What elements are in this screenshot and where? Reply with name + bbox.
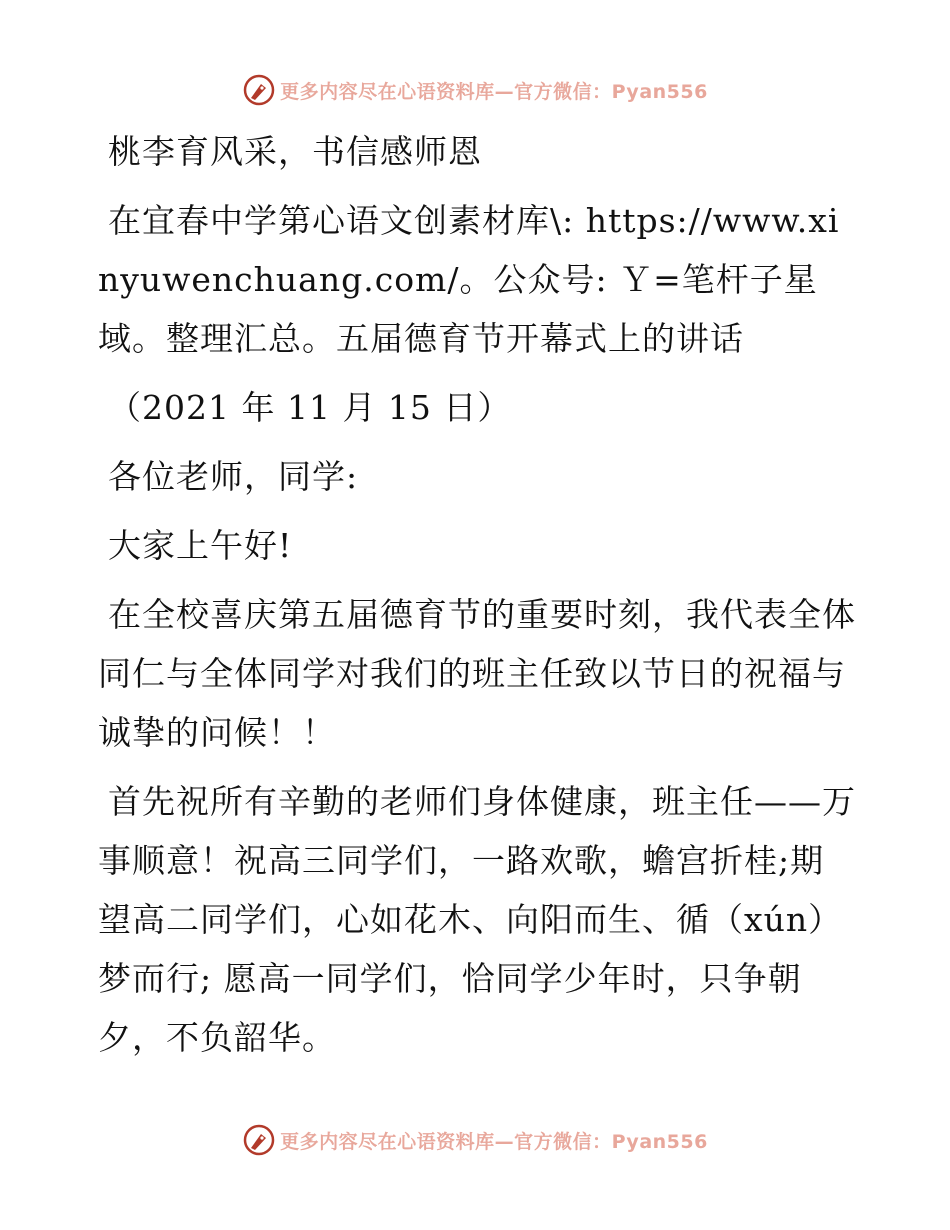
body-paragraph-2: 首先祝所有辛勤的老师们身体健康，班主任——万事顺意！祝高三同学们，一路欢歌，蟾宫折桂;期望高二同学们，心如花木、向阳而生、循（xún）梦而行; 愿高一同学们，恰同学少年时，只争朝夕，不负韶华。	[98, 782, 856, 1057]
pen-nib-circle-icon	[242, 1123, 276, 1157]
body-paragraph-1: 在全校喜庆第五届德育节的重要时刻，我代表全体同仁与全体同学对我们的班主任致以节日的祝福与诚挚的问候！！	[98, 595, 856, 752]
source-line: 在宜春中学第心语文创素材库\: https://www.xinyuwenchuang.com/。公众号: Ｙ=笔杆子星域。整理汇总。五届德育节开幕式上的讲话	[98, 201, 840, 358]
watermark-text: 更多内容尽在心语资料库—官方微信：Pyan556	[280, 1130, 708, 1153]
document-body	[98, 122, 858, 1077]
pen-nib-circle-icon	[242, 73, 276, 107]
document-title: 桃李育风采，书信感师恩	[108, 132, 482, 171]
header-watermark	[0, 70, 950, 110]
footer-watermark	[0, 1120, 950, 1160]
speech-date: （2021 年 11 月 15 日）	[108, 388, 512, 427]
salutation: 各位老师，同学:	[108, 457, 359, 496]
watermark-text: 更多内容尽在心语资料库—官方微信：Pyan556	[280, 80, 708, 103]
greeting: 大家上午好!	[108, 526, 293, 565]
